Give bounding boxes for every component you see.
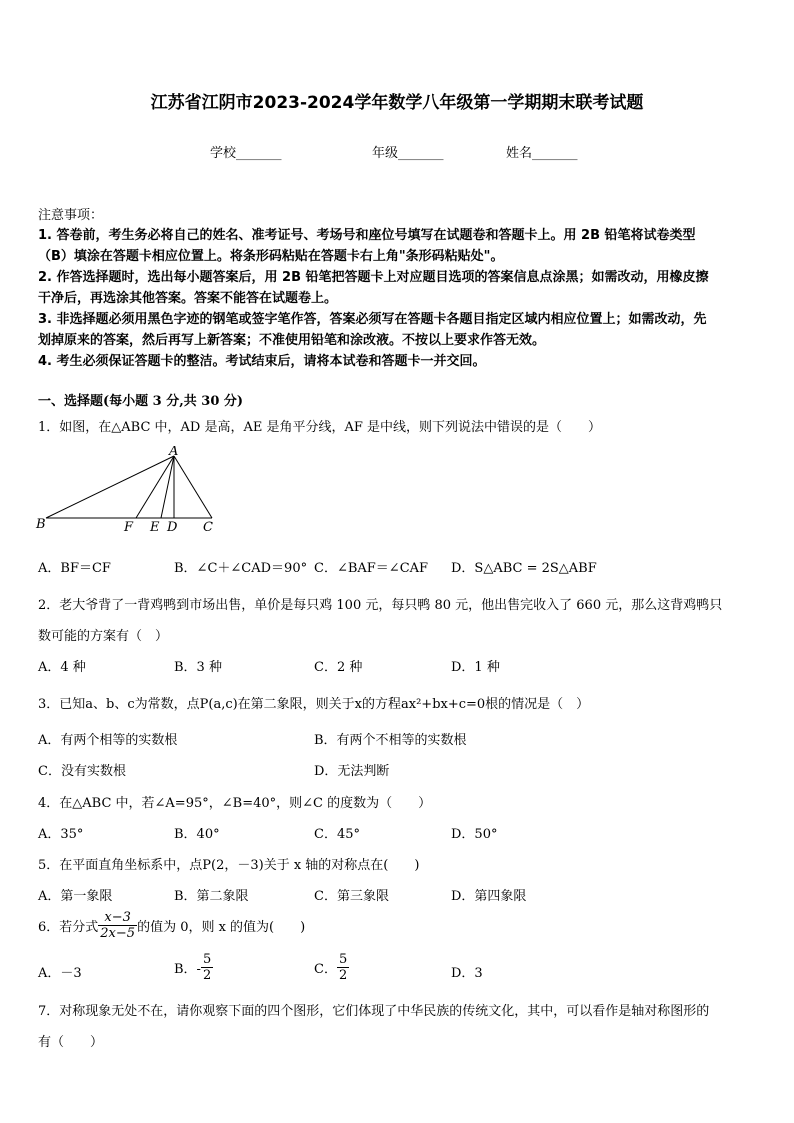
q6-fraction [98, 910, 137, 941]
q5-option-c: C．第三象限 [314, 889, 389, 904]
q6-option-c-numerator: 5 [338, 952, 348, 967]
q2-option-a: A．4 种 [38, 660, 86, 675]
notes-line: （B）填涂在答题卡相应位置上。将条形码粘贴在答题卡右上角"条形码粘贴处"。 [38, 249, 504, 264]
side-ac [174, 456, 212, 518]
grade-field: 年级_______ [372, 146, 444, 161]
q1-option-b: B．∠C＋∠CAD＝90° [174, 561, 308, 576]
section-heading: 一、选择题(每小题 3 分,共 30 分) [38, 394, 244, 409]
label-e: E [150, 520, 160, 535]
triangle-figure [34, 446, 224, 538]
question-4-stem: 4．在△ABC 中，若∠A=95°，∠B=40°，则∠C 的度数为（ ） [38, 796, 432, 811]
q6-fraction-numerator: x−3 [98, 910, 137, 926]
q6-option-b-fraction [201, 952, 213, 983]
q2-option-c: C．2 种 [314, 660, 363, 675]
q6-option-a: A．－3 [38, 966, 82, 981]
q4-option-a: A．35° [38, 827, 84, 842]
label-a: A [169, 446, 179, 459]
q6-option-b-numerator: 5 [202, 952, 212, 967]
question-2-line-2: 数可能的方案有（ ） [38, 629, 169, 644]
q1-option-c: C．∠BAF＝∠CAF [314, 561, 429, 576]
question-6-stem [38, 910, 305, 941]
notes-line: 划掉原来的答案，然后再写上新答案；不准使用铅笔和涂改液。不按以上要求作答无效。 [38, 333, 546, 348]
q6-suffix: 的值为 0，则 x 的值为( ) [137, 920, 306, 935]
exam-title: 江苏省江阴市2023-2024学年数学八年级第一学期期末联考试题 [150, 93, 644, 113]
q6-option-b [174, 952, 213, 983]
question-7-line-2: 有（ ） [38, 1035, 104, 1050]
label-f: F [124, 520, 134, 535]
notes-line: 4. 考生必须保证答题卡的整洁。考试结束后，请将本试卷和答题卡一并交回。 [38, 354, 486, 369]
label-b: B [36, 517, 46, 532]
q4-option-d: D．50° [451, 827, 498, 842]
notes-line: 1. 答卷前，考生务必将自己的姓名、准考证号、考场号和座位号填写在试题卷和答题卡上。用 2B 铅笔将试卷类型 [38, 228, 696, 243]
q3-option-d: D．无法判断 [314, 764, 390, 779]
q3-option-c: C．没有实数根 [38, 764, 126, 779]
question-1-stem: 1．如图，在△ABC 中，AD 是高，AE 是角平分线，AF 是中线，则下列说法中错误的是（ ） [38, 420, 602, 435]
q6-option-c-denominator: 2 [338, 968, 348, 983]
q3-option-a: A．有两个相等的实数根 [38, 733, 178, 748]
label-c: C [203, 520, 213, 535]
q5-option-d: D．第四象限 [451, 889, 527, 904]
notes-line: 干净后，再选涂其他答案。答案不能答在试题卷上。 [38, 291, 338, 306]
school-field: 学校_______ [210, 146, 282, 161]
q6-prefix: 6．若分式 [38, 920, 99, 935]
q2-option-d: D．1 种 [451, 660, 500, 675]
label-d: D [167, 520, 178, 535]
notes-line: 3. 非选择题必须用黑色字迹的钢笔或签字笔作答，答案必须写在答题卡各题目指定区域内相应位置上；如需改动，先 [38, 312, 707, 327]
q6-option-d: D．3 [451, 966, 483, 981]
question-5-stem: 5．在平面直角坐标系中，点P(2，－3)关于 x 轴的对称点在( ) [38, 858, 420, 873]
q6-option-c-fraction [337, 952, 349, 983]
q5-option-a: A．第一象限 [38, 889, 113, 904]
question-2-line-1: 2．老大爷背了一背鸡鸭到市场出售，单价是每只鸡 100 元，每只鸭 80 元，他出售完收入了 660 元，那么这背鸡鸭只 [38, 598, 723, 613]
name-field: 姓名_______ [506, 146, 578, 161]
q2-option-b: B．3 种 [174, 660, 222, 675]
q3-option-b: B．有两个不相等的实数根 [314, 733, 467, 748]
q4-option-b: B．40° [174, 827, 220, 842]
question-7-line-1: 7．对称现象无处不在，请你观察下面的四个图形，它们体现了中华民族的传统文化，其中，可以看作是轴对称图形的 [38, 1004, 710, 1019]
notes-line: 2. 作答选择题时，选出每小题答案后，用 2B 铅笔把答题卡上对应题目选项的答案信息点涂黑；如需改动，用橡皮擦 [38, 270, 709, 285]
q6-fraction-denominator: 2x−5 [100, 926, 136, 941]
notes-heading: 注意事项： [38, 208, 104, 223]
q1-option-a: A．BF＝CF [38, 561, 111, 576]
q1-option-d: D．S△ABC = 2S△ABF [451, 561, 597, 576]
q6-option-b-label: B．- [174, 962, 201, 977]
q6-option-c-label: C． [314, 962, 337, 977]
question-3-stem: 3．已知a、b、c为常数，点P(a,c)在第二象限，则关于x的方程ax²+bx+c=0根的情况是（ ） [38, 697, 590, 712]
q6-option-c [314, 952, 349, 983]
q6-option-b-denominator: 2 [202, 968, 212, 983]
q5-option-b: B．第二象限 [174, 889, 249, 904]
q4-option-c: C．45° [314, 827, 360, 842]
bisector-ae [161, 456, 174, 518]
